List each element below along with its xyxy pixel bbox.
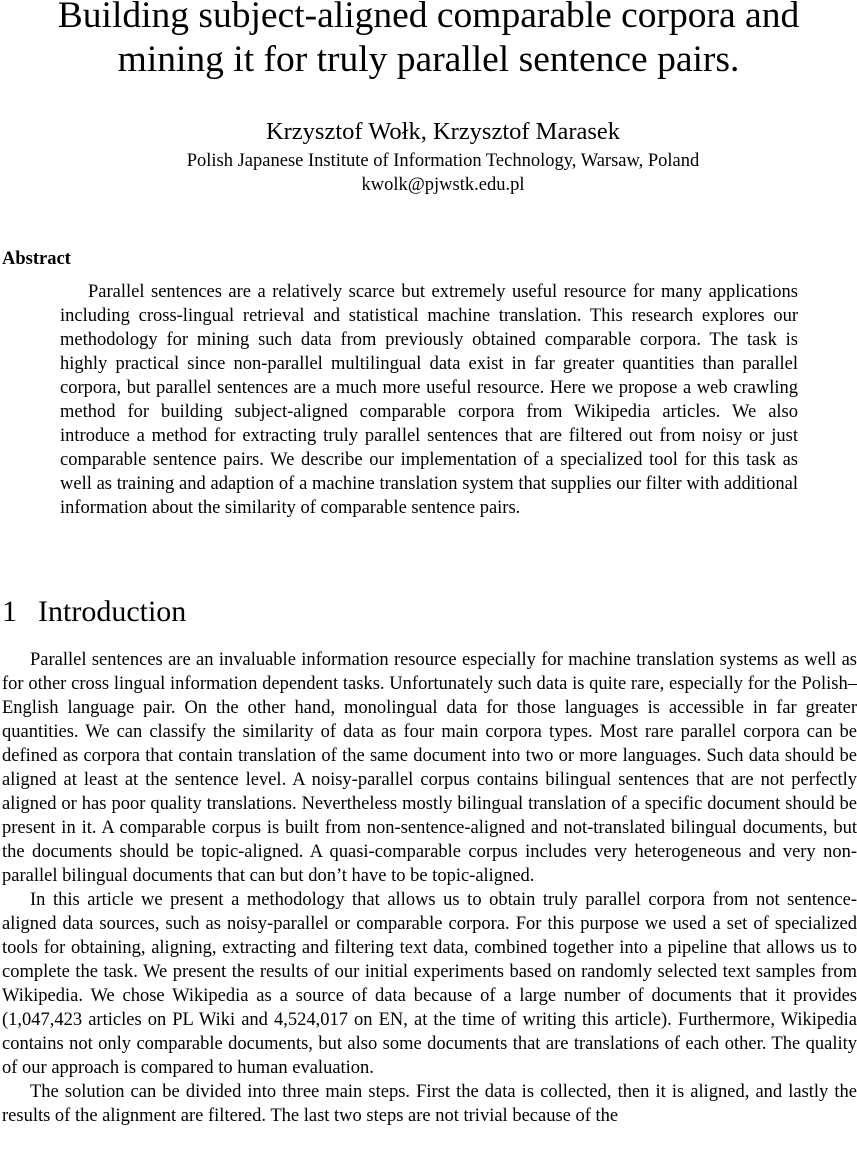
paragraph-2: In this article we present a methodology that allows us to obtain truly parallel corpora from not sentence-aligned data sources, such as noisy-parallel or comparable corpora. For this purpose we used a set of specialized tools for obtaining, aligning, extracting and filtering text data, combined together into a pipeline that allows us to complete the task. We present the results of our initial experiments based on randomly selected text samples from Wikipedia. We chose Wikipedia as a source of data because of a large number of documents that it provides (1,047,423 articles on PL Wiki and 4,524,017 on EN, at the time of writing this article). Furthermore, Wikipedia contains not only comparable documents, but also some documents that are translations of each other. The quality of our approach is compared to human evaluation. — [2, 890, 857, 1078]
section-number: 1 — [2, 595, 17, 628]
paper-title: Building subject-aligned comparable corpora and mining it for truly parallel sentence pairs. — [57, 0, 800, 80]
paragraph-3: The solution can be divided into three main steps. First the data is collected, then it is aligned, and lastly the results of the alignment are filtered. The last two steps are not trivial because of the — [2, 1082, 857, 1126]
author-affiliation: Polish Japanese Institute of Information Technology, Warsaw, Poland — [186, 151, 700, 171]
introduction-body — [2, 648, 857, 1128]
abstract-heading: Abstract — [2, 249, 71, 269]
section-heading-introduction — [2, 594, 186, 630]
section-title: Introduction — [38, 595, 187, 628]
author-email: kwolk@pjwstk.edu.pl — [361, 175, 525, 195]
author-names: Krzysztof Wołk, Krzysztof Marasek — [265, 118, 621, 145]
paragraph-1: Parallel sentences are an invaluable information resource especially for machine translation systems as well as for other cross lingual information dependent tasks. Unfortunately such data is quite rare, especially for the Polish–English language pair. On the other hand, monolingual data for those languages is accessible in far greater quantities. We can classify the similarity of data as four main corpora types. Most rare parallel corpora can be defined as corpora that contain translation of the same document into two or more languages. Such data should be aligned at least at the sentence level. A noisy-parallel corpus contains bilingual sentences that are not perfectly aligned or has poor quality translations. Nevertheless mostly bilingual translation of a specific document should be present in it. A comparable corpus is built from non-sentence-aligned and not-translated bilingual documents, but the documents should be topic-aligned. A quasi-comparable corpus includes very heterogeneous and very non-parallel bilingual documents that can but don’t have to be topic-aligned. — [2, 650, 857, 886]
abstract-text: Parallel sentences are a relatively scarce but extremely useful resource for many applications including cross-lingual retrieval and statistical machine translation. This research explores our methodology for mining such data from previously obtained comparable corpora. The task is highly practical since non-parallel multilingual data exist in far greater quantities than parallel corpora, but parallel sentences are a much more useful resource. Here we propose a web crawling method for building subject-aligned comparable corpora from Wikipedia articles. We also introduce a method for extracting truly parallel sentences that are filtered out from noisy or just comparable sentence pairs. We describe our implementation of a specialized tool for this task as well as training and adaption of a machine translation system that supplies our filter with additional information about the similarity of comparable sentence pairs. — [60, 282, 798, 518]
